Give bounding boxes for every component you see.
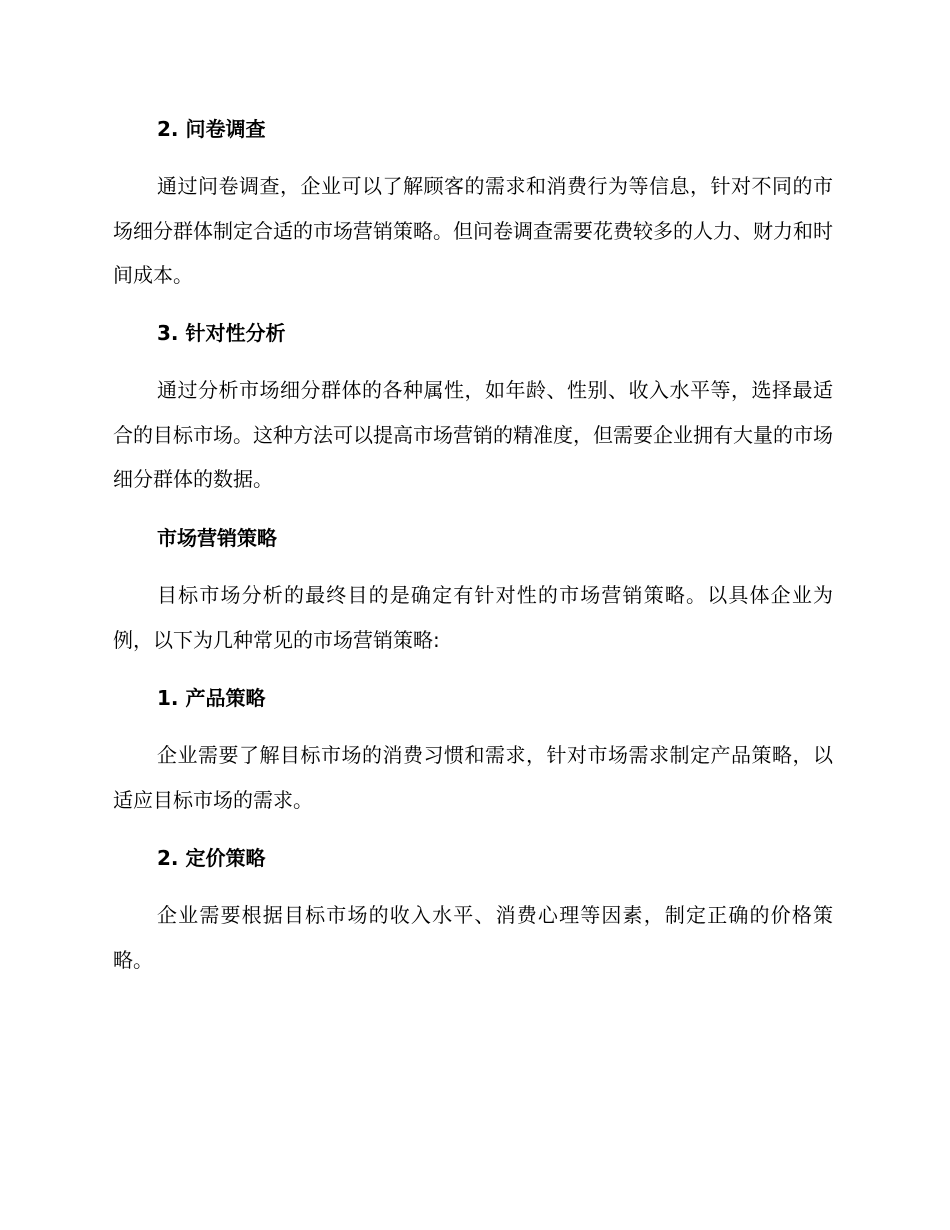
section-paragraph-questionnaire: 通过问卷调查，企业可以了解顾客的需求和消费行为等信息，针对不同的市场细分群体制定合适的市场营销策略。但问卷调查需要花费较多的人力、财力和时间成本。	[113, 174, 833, 287]
section-heading-marketing-strategy: 市场营销策略	[157, 526, 277, 550]
section-paragraph-pricing-strategy: 企业需要根据目标市场的收入水平、消费心理等因素，制定正确的价格策略。	[113, 903, 833, 972]
section-paragraph-marketing-strategy: 目标市场分析的最终目的是确定有针对性的市场营销策略。以具体企业为例，以下为几种常见的市场营销策略:	[113, 583, 833, 652]
section-heading-targeted-analysis: 3. 针对性分析	[157, 321, 286, 345]
section-heading-questionnaire: 2. 问卷调查	[157, 117, 266, 141]
section-heading-pricing-strategy: 2. 定价策略	[157, 846, 266, 870]
section-paragraph-targeted-analysis: 通过分析市场细分群体的各种属性，如年龄、性别、收入水平等，选择最适合的目标市场。这种方法可以提高市场营销的精准度，但需要企业拥有大量的市场细分群体的数据。	[113, 378, 833, 491]
section-paragraph-product-strategy: 企业需要了解目标市场的消费习惯和需求，针对市场需求制定产品策略，以适应目标市场的需求。	[113, 743, 833, 812]
section-heading-product-strategy: 1. 产品策略	[157, 686, 266, 710]
